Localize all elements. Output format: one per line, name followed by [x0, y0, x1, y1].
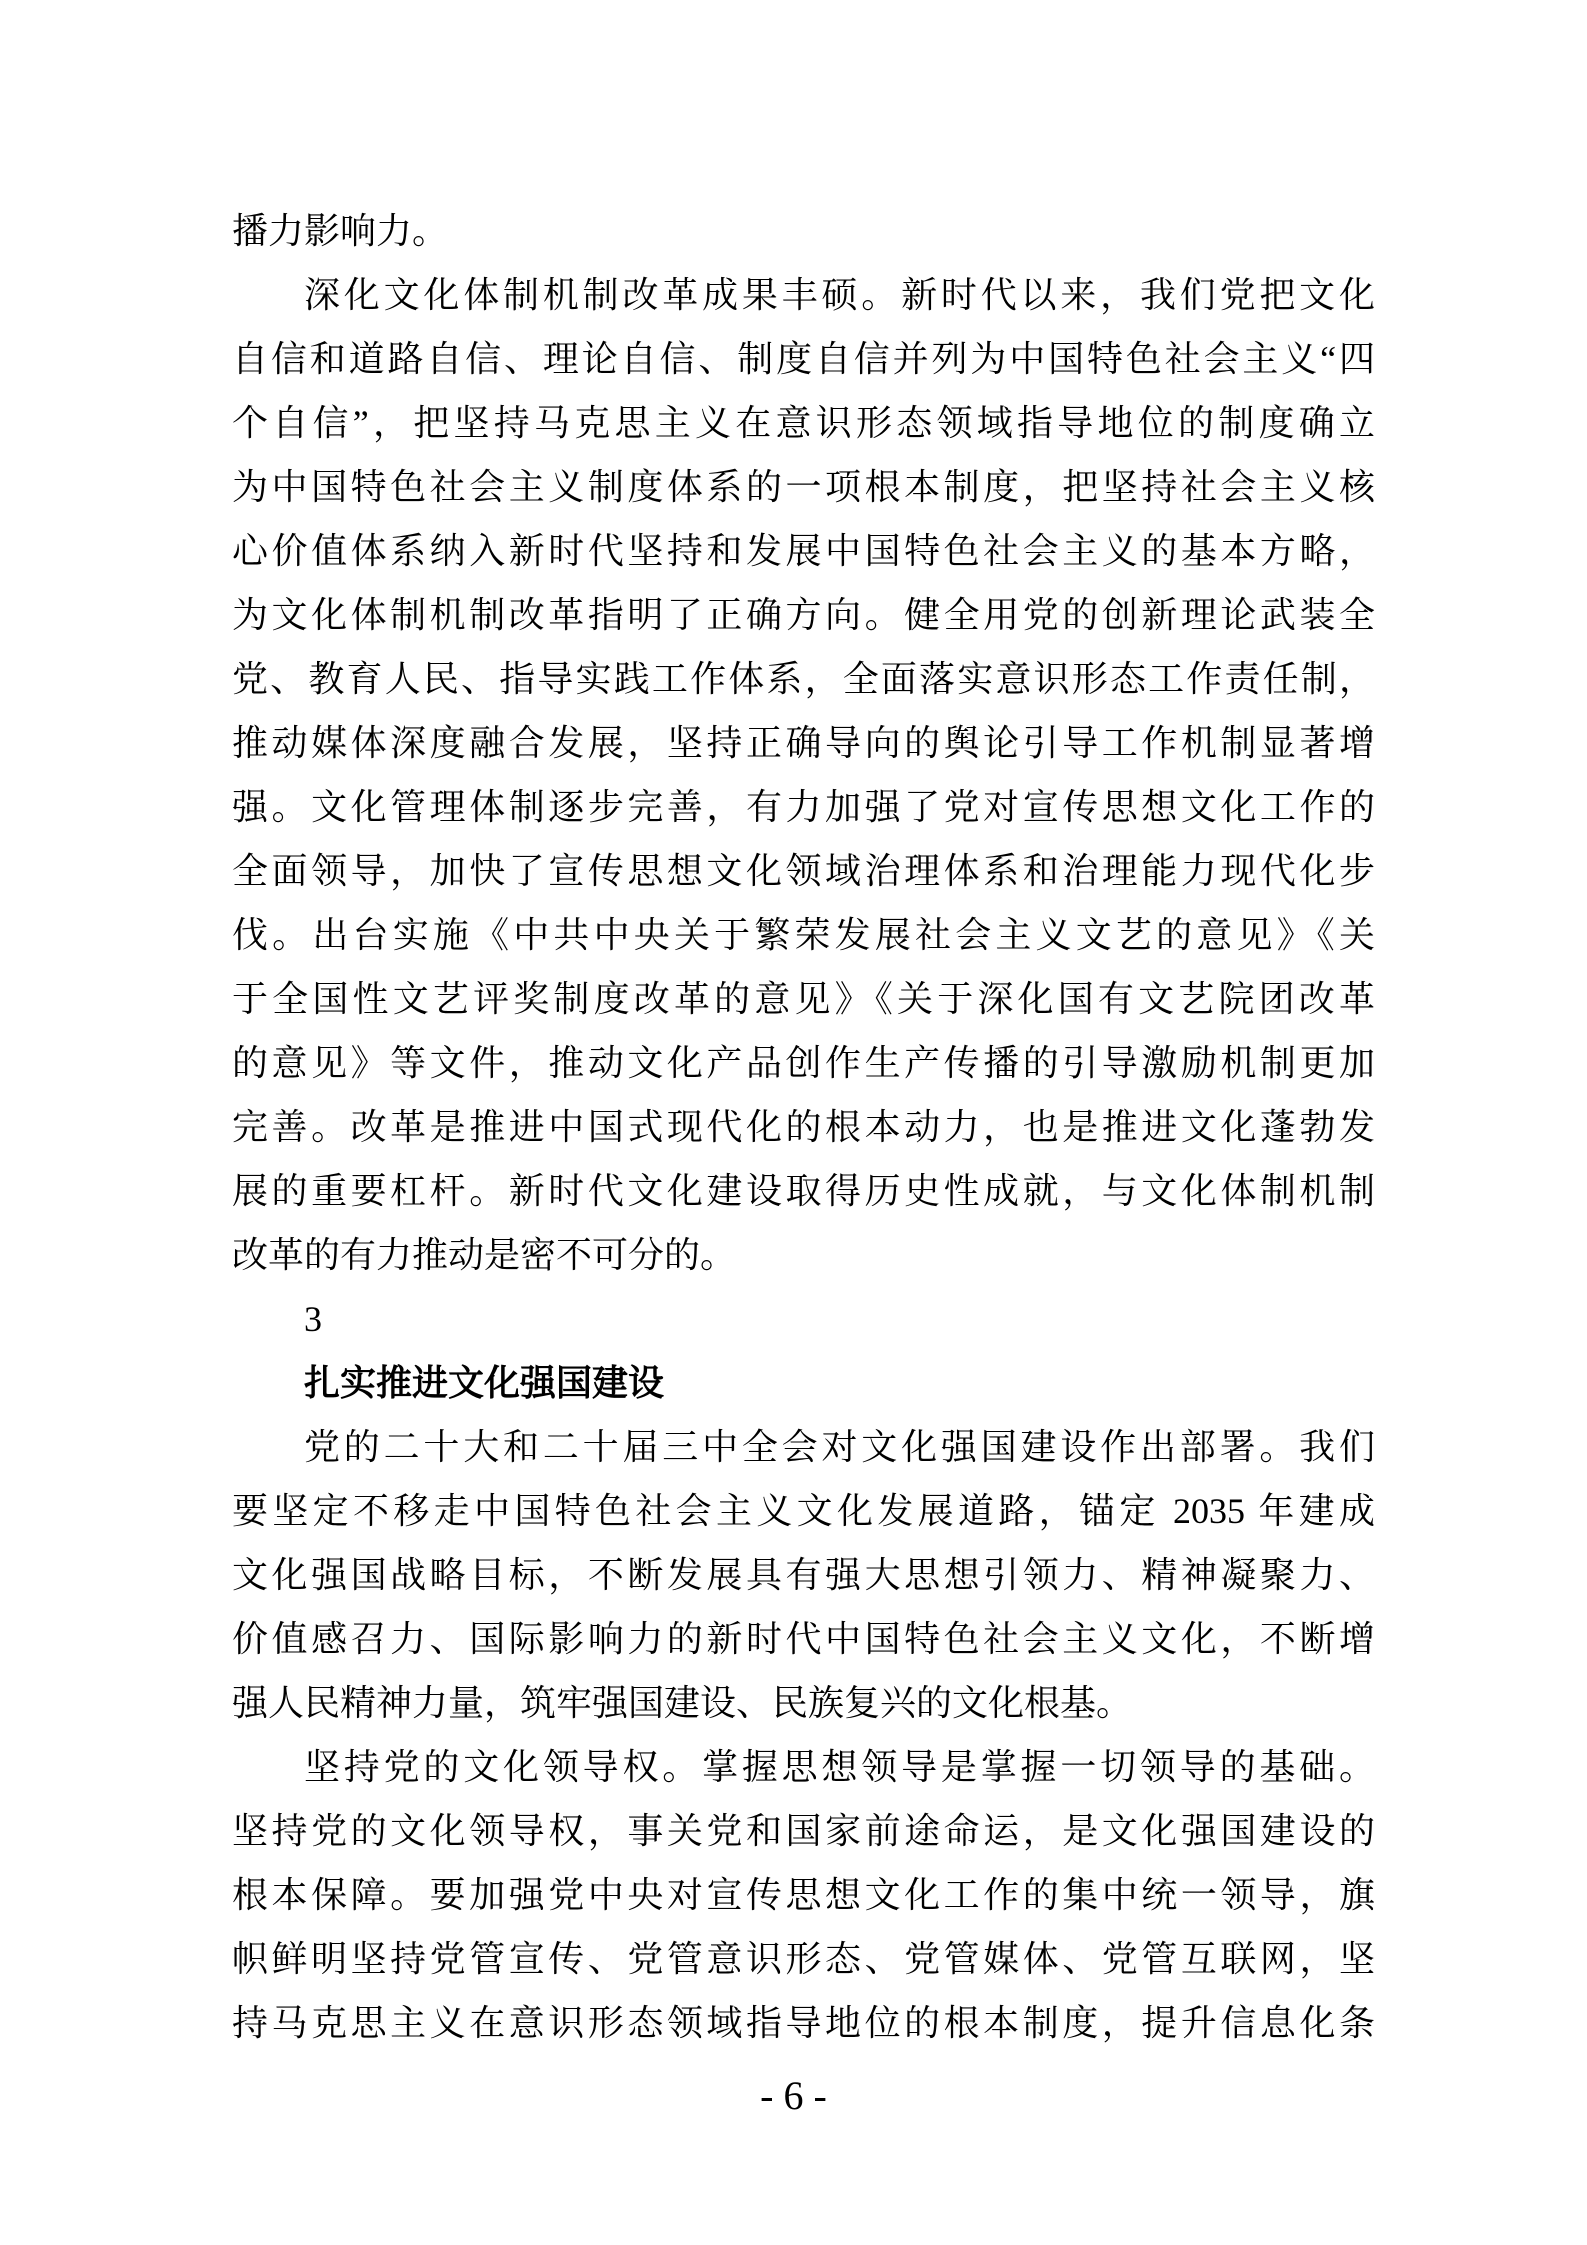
text-line: 持马克思主义在意识形态领域指导地位的根本制度，提升信息化条: [232, 2003, 1375, 2043]
text-line: 改革的有力推动是密不可分的。: [232, 1235, 737, 1275]
text-line: 伐。出台实施《中共中央关于繁荣发展社会主义文艺的意见》《关: [232, 915, 1375, 955]
text-line: 强。文化管理体制逐步完善，有力加强了党对宣传思想文化工作的: [232, 787, 1375, 827]
section-number: 3: [304, 1299, 322, 1339]
text-line: 于全国性文艺评奖制度改革的意见》《关于深化国有文艺院团改革: [232, 979, 1375, 1019]
text-line: 展的重要杠杆。新时代文化建设取得历史性成就，与文化体制机制: [232, 1171, 1375, 1211]
text-line: 价值感召力、国际影响力的新时代中国特色社会主义文化，不断增: [232, 1619, 1375, 1659]
text-line: 为中国特色社会主义制度体系的一项根本制度，把坚持社会主义核: [232, 467, 1375, 507]
text-line: 坚持党的文化领导权。掌握思想领导是掌握一切领导的基础。: [304, 1747, 1375, 1787]
text-line: 帜鲜明坚持党管宣传、党管意识形态、党管媒体、党管互联网，坚: [232, 1939, 1375, 1979]
text-line: 自信和道路自信、理论自信、制度自信并列为中国特色社会主义“四: [232, 339, 1375, 379]
text-line: 党的二十大和二十届三中全会对文化强国建设作出部署。我们: [304, 1427, 1375, 1467]
text-line: 深化文化体制机制改革成果丰硕。新时代以来，我们党把文化: [304, 275, 1375, 315]
page-number: - 6 -: [760, 2073, 827, 2118]
text-line: 为文化体制机制改革指明了正确方向。健全用党的创新理论武装全: [232, 595, 1375, 635]
text-line: 心价值体系纳入新时代坚持和发展中国特色社会主义的基本方略，: [232, 531, 1375, 571]
section-heading: 扎实推进文化强国建设: [304, 1363, 665, 1403]
text-line: 播力影响力。: [232, 211, 449, 251]
text-line: 文化强国战略目标，不断发展具有强大思想引领力、精神凝聚力、: [232, 1555, 1375, 1595]
text-line: 强人民精神力量，筑牢强国建设、民族复兴的文化根基。: [232, 1683, 1133, 1723]
document-body: [232, 199, 1375, 2055]
text-line: 的意见》等文件，推动文化产品创作生产传播的引导激励机制更加: [232, 1043, 1375, 1083]
text-line: 坚持党的文化领导权，事关党和国家前途命运，是文化强国建设的: [232, 1811, 1375, 1851]
text-line: 个自信”，把坚持马克思主义在意识形态领域指导地位的制度确立: [232, 403, 1375, 443]
text-line: 要坚定不移走中国特色社会主义文化发展道路，锚定 2035 年建成: [232, 1491, 1375, 1531]
text-line: 全面领导，加快了宣传思想文化领域治理体系和治理能力现代化步: [232, 851, 1375, 891]
page-footer: [0, 2072, 1587, 2120]
text-line: 根本保障。要加强党中央对宣传思想文化工作的集中统一领导，旗: [232, 1875, 1375, 1915]
text-line: 推动媒体深度融合发展，坚持正确导向的舆论引导工作机制显著增: [232, 723, 1375, 763]
text-line: 完善。改革是推进中国式现代化的根本动力，也是推进文化蓬勃发: [232, 1107, 1375, 1147]
text-line: 党、教育人民、指导实践工作体系，全面落实意识形态工作责任制，: [232, 659, 1375, 699]
